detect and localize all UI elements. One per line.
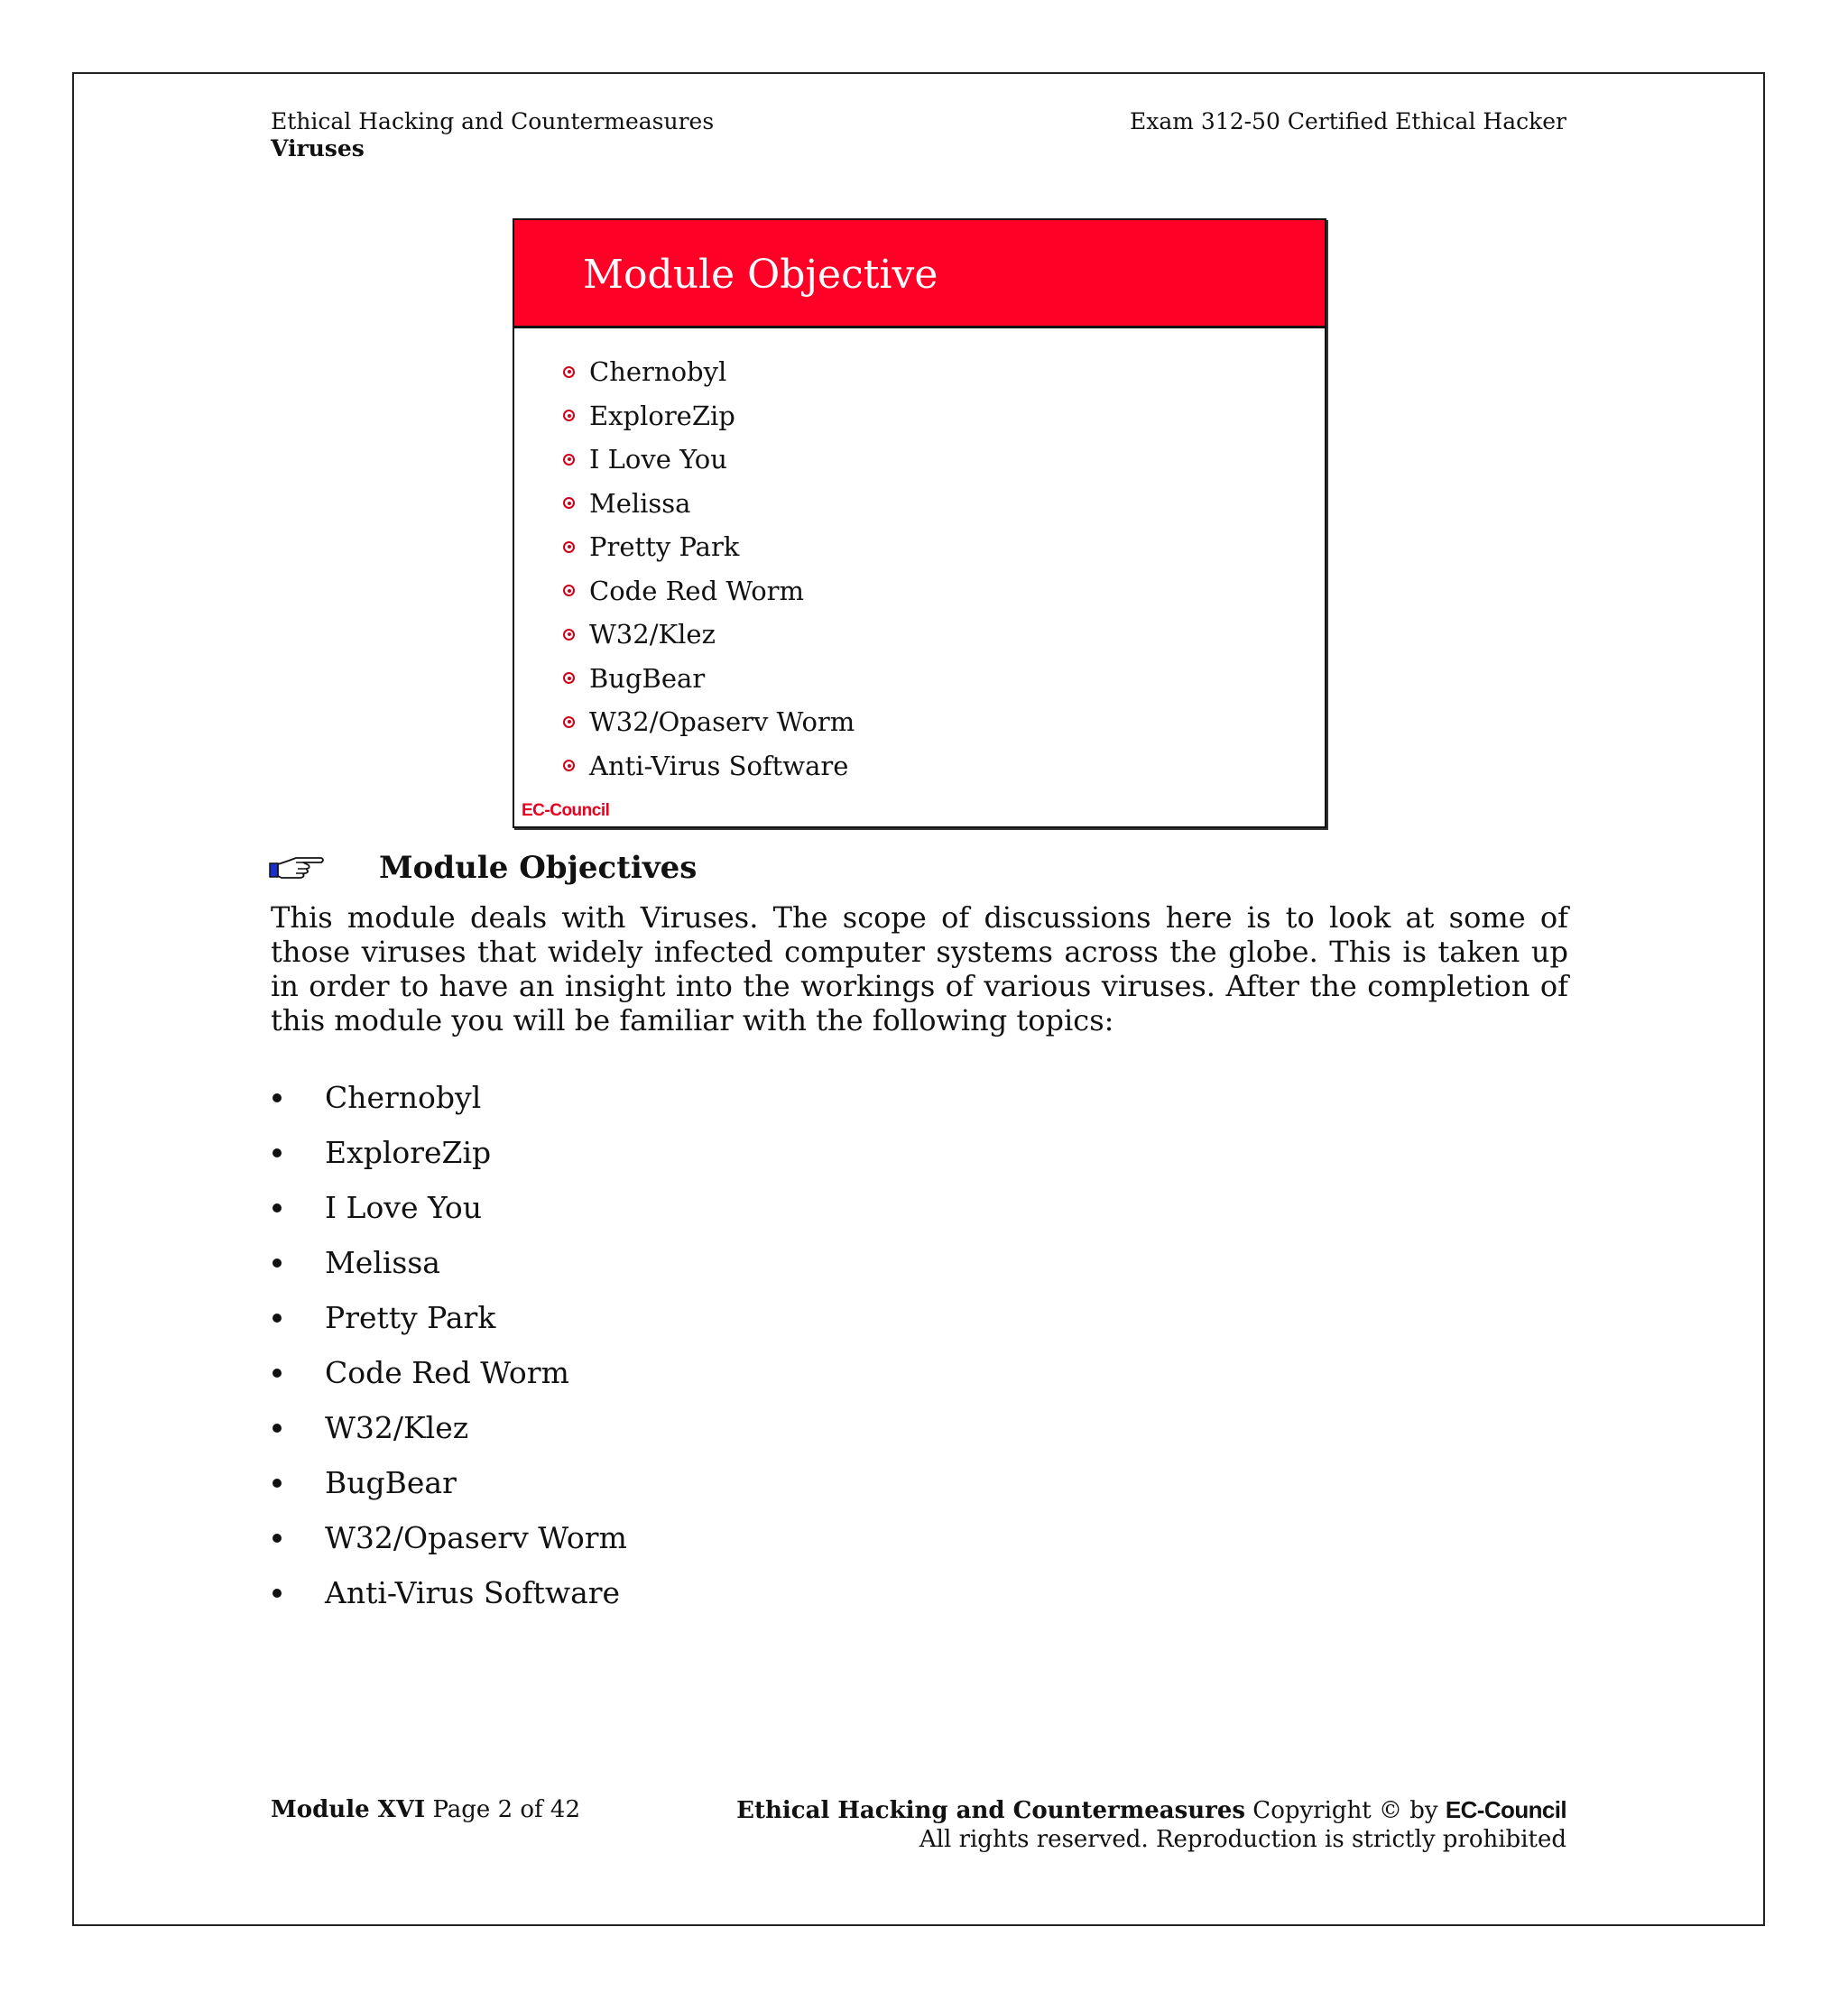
topic-list-item: Anti-Virus Software — [271, 1565, 627, 1620]
topic-list — [271, 1070, 627, 1620]
topic-list-item: Code Red Worm — [271, 1345, 627, 1400]
topic-list-item: W32/Klez — [271, 1400, 627, 1455]
circle-bullet-icon — [563, 760, 575, 771]
slide-list-item: Code Red Worm — [563, 569, 855, 613]
footer-page-info — [271, 1795, 580, 1824]
header-module-name: Viruses — [271, 135, 365, 161]
slide-list-item: W32/Opaserv Worm — [563, 700, 855, 744]
slide-list-item: Melissa — [563, 482, 855, 526]
slide-list-item: BugBear — [563, 657, 855, 701]
topic-list-item: Pretty Park — [271, 1290, 627, 1345]
footer-rights: All rights reserved. Reproduction is strictly prohibited — [919, 1826, 1566, 1853]
slide-objective-list — [563, 350, 855, 788]
topic-list-item: ExploreZip — [271, 1125, 627, 1180]
footer-brand-logo: EC-Council — [1445, 1796, 1566, 1823]
bullet-icon — [273, 1093, 282, 1102]
circle-bullet-icon — [563, 497, 575, 509]
slide-list-item: Anti-Virus Software — [563, 744, 855, 788]
circle-bullet-icon — [563, 454, 575, 466]
bullet-icon — [273, 1479, 282, 1488]
circle-bullet-icon — [563, 541, 575, 553]
footer-copyright — [736, 1795, 1566, 1854]
slide-title: Module Objective — [583, 252, 938, 298]
intro-paragraph: This module deals with Viruses. The scope of discussions here is to look at some of those viruses that widely infected computer systems across the globe. This is taken up in order to have an insight into the workings of various viruses. After the completion of this module you will be familiar with the following topics: — [271, 900, 1568, 1037]
bullet-icon — [273, 1589, 282, 1598]
circle-bullet-icon — [563, 366, 575, 378]
bullet-icon — [273, 1203, 282, 1212]
slide-list-item: ExploreZip — [563, 394, 855, 438]
slide-list-item: I Love You — [563, 438, 855, 482]
bullet-icon — [273, 1148, 282, 1157]
section-title: Module Objectives — [379, 850, 698, 886]
circle-bullet-icon — [563, 672, 575, 684]
topic-list-item: I Love You — [271, 1180, 627, 1235]
bullet-icon — [273, 1314, 282, 1323]
slide-module-objective — [513, 218, 1326, 828]
footer-page-number: Page 2 of 42 — [432, 1796, 581, 1823]
footer-copyright-text: Copyright © by — [1252, 1797, 1438, 1824]
bullet-icon — [273, 1369, 282, 1378]
header-course: Ethical Hacking and Countermeasures — [271, 108, 715, 134]
circle-bullet-icon — [563, 410, 575, 421]
topic-list-item: BugBear — [271, 1455, 627, 1510]
bullet-icon — [273, 1534, 282, 1543]
circle-bullet-icon — [563, 629, 575, 641]
slide-list-item: W32/Klez — [563, 613, 855, 657]
topic-list-item: W32/Opaserv Worm — [271, 1510, 627, 1565]
topic-list-item: Chernobyl — [271, 1070, 627, 1125]
footer-module: Module XVI — [271, 1796, 426, 1823]
slide-title-bar — [514, 220, 1325, 328]
circle-bullet-icon — [563, 585, 575, 596]
topic-list-item: Melissa — [271, 1235, 627, 1290]
circle-bullet-icon — [563, 716, 575, 728]
footer-course: Ethical Hacking and Countermeasures — [736, 1797, 1246, 1824]
slide-list-item: Chernobyl — [563, 350, 855, 394]
pointing-hand-icon — [269, 855, 327, 882]
bullet-icon — [273, 1424, 282, 1433]
slide-brand-logo: EC-Council — [522, 801, 610, 820]
bullet-icon — [273, 1259, 282, 1268]
header-exam: Exam 312-50 Certified Ethical Hacker — [1129, 108, 1566, 134]
slide-list-item: Pretty Park — [563, 525, 855, 569]
